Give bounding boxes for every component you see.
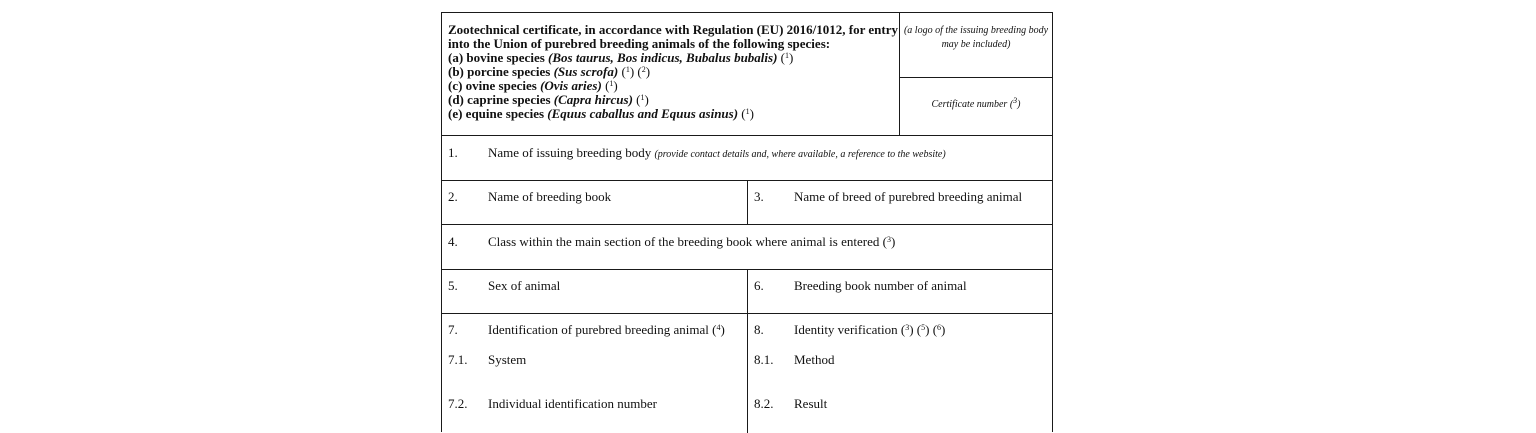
header-title-line-1: Zootechnical certificate, in accordance with Regulation (EU) 2016/1012, for entry	[448, 22, 898, 37]
field-row-2-3	[442, 180, 1052, 224]
identification-system-field[interactable]: System	[488, 352, 527, 367]
breeding-book-name-field[interactable]: Name of breeding book	[488, 189, 612, 204]
field-7-number: 7.	[448, 322, 458, 337]
field-6-cell	[747, 270, 1052, 313]
verification-result-field[interactable]: Result	[794, 396, 828, 411]
species-equine: (e) equine species (Equus caballus and Equus asinus) ($^1$)	[448, 106, 754, 121]
field-8-cell	[747, 314, 1052, 433]
field-8-2-number: 8.2.	[754, 396, 774, 411]
field-6-number: 6.	[754, 278, 764, 293]
certificate-header	[442, 13, 900, 135]
field-8-1-number: 8.1.	[754, 352, 774, 367]
breed-name-field[interactable]: Name of breed of purebred breeding animal	[794, 189, 1023, 204]
field-3-cell	[747, 181, 1052, 224]
field-row-4	[442, 224, 1052, 269]
field-5-number: 5.	[448, 278, 458, 293]
field-7-1-number: 7.1.	[448, 352, 468, 367]
field-2-number: 2.	[448, 189, 458, 204]
field-7-2-number: 7.2.	[448, 396, 468, 411]
field-row-5-6	[442, 269, 1052, 313]
species-caprine: (d) caprine species (Capra hircus) ($^1$)	[448, 92, 649, 107]
species-porcine: (b) porcine species (Sus scrofa) ($^1$) ($^2$)	[448, 64, 651, 79]
verification-method-field[interactable]: Method	[794, 352, 835, 367]
field-1-number: 1.	[448, 145, 458, 160]
header-title-line-2: into the Union of purebred breeding animals of the following species:	[448, 36, 831, 51]
certificate-number-field[interactable]: Certificate number ($^3$)	[931, 96, 1021, 110]
breeding-book-class-field[interactable]: Class within the main section of the breeding book where animal is entered ($^3$)	[488, 234, 896, 249]
field-8-number: 8.	[754, 322, 764, 337]
issuing-breeding-body-field[interactable]: Name of issuing breeding body (provide contact details and, where available, a reference to the website)	[488, 145, 946, 160]
species-bovine: (a) bovine species (Bos taurus, Bos indicus, Bubalus bubalis) ($^1$)	[448, 50, 794, 65]
zootechnical-certificate-form	[441, 12, 1053, 432]
logo-placeholder: (a logo of the issuing breeding body may be included)	[900, 13, 1052, 78]
identity-verification-heading: Identity verification ($^3$) ($^5$) ($^6$)	[794, 322, 946, 337]
field-row-1	[442, 135, 1052, 180]
animal-identification-heading: Identification of purebred breeding animal ($^4$)	[488, 322, 725, 337]
field-4-number: 4.	[448, 234, 458, 249]
field-row-7-8	[442, 313, 1052, 433]
field-3-number: 3.	[754, 189, 764, 204]
species-ovine: (c) ovine species (Ovis aries) ($^1$)	[448, 78, 618, 93]
sex-of-animal-field[interactable]: Sex of animal	[488, 278, 561, 293]
breeding-book-number-field[interactable]: Breeding book number of animal	[794, 278, 967, 293]
individual-identification-number-field[interactable]: Individual identification number	[488, 396, 657, 411]
